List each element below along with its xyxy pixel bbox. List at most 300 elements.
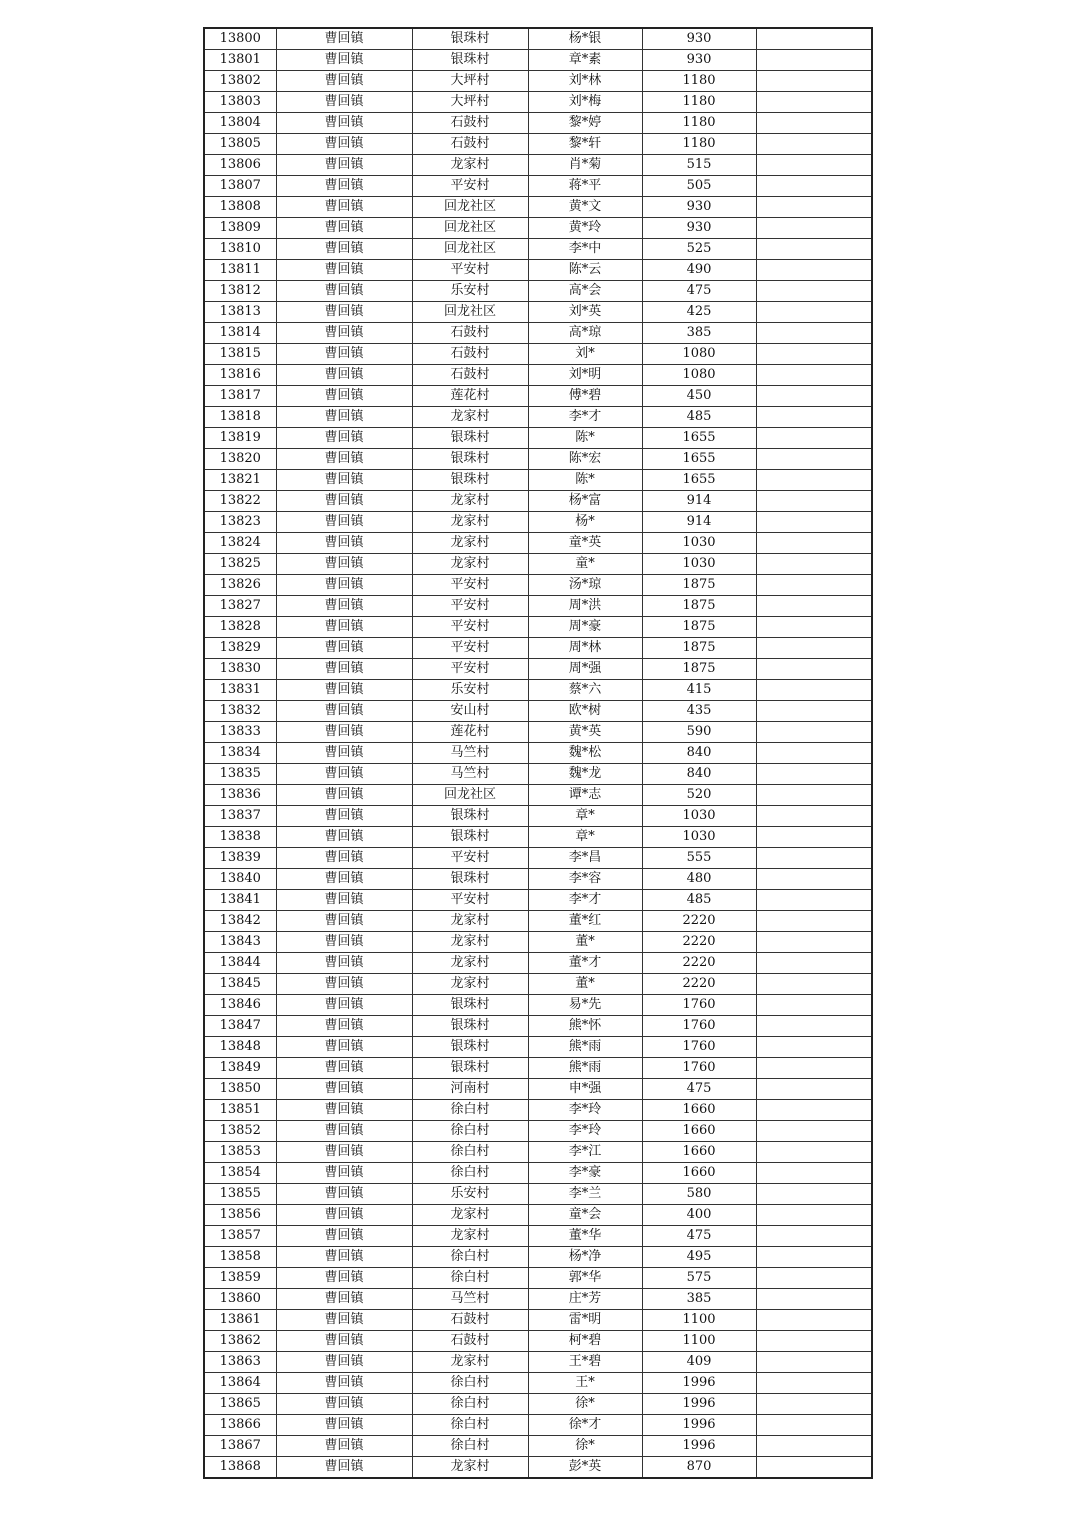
cell-note bbox=[756, 1100, 872, 1121]
cell-amount: 1875 bbox=[642, 575, 756, 596]
cell-village: 龙家村 bbox=[412, 1352, 528, 1373]
cell-note bbox=[756, 1121, 872, 1142]
cell-note bbox=[756, 848, 872, 869]
cell-amount: 575 bbox=[642, 1268, 756, 1289]
cell-name: 刘*梅 bbox=[528, 92, 642, 113]
cell-amount: 870 bbox=[642, 1457, 756, 1479]
cell-note bbox=[756, 1163, 872, 1184]
cell-town: 曹回镇 bbox=[276, 1226, 412, 1247]
cell-amount: 930 bbox=[642, 50, 756, 71]
cell-id: 13840 bbox=[204, 869, 276, 890]
cell-id: 13806 bbox=[204, 155, 276, 176]
table-row bbox=[204, 512, 872, 533]
cell-name: 申*强 bbox=[528, 1079, 642, 1100]
cell-village: 平安村 bbox=[412, 890, 528, 911]
table-row bbox=[204, 323, 872, 344]
cell-note bbox=[756, 575, 872, 596]
cell-amount: 435 bbox=[642, 701, 756, 722]
cell-note bbox=[756, 1079, 872, 1100]
cell-id: 13848 bbox=[204, 1037, 276, 1058]
cell-town: 曹回镇 bbox=[276, 722, 412, 743]
cell-village: 平安村 bbox=[412, 596, 528, 617]
cell-name: 肖*菊 bbox=[528, 155, 642, 176]
cell-id: 13839 bbox=[204, 848, 276, 869]
cell-amount: 475 bbox=[642, 1079, 756, 1100]
cell-town: 曹回镇 bbox=[276, 1415, 412, 1436]
cell-town: 曹回镇 bbox=[276, 491, 412, 512]
cell-village: 平安村 bbox=[412, 659, 528, 680]
cell-amount: 1875 bbox=[642, 617, 756, 638]
cell-id: 13844 bbox=[204, 953, 276, 974]
cell-amount: 515 bbox=[642, 155, 756, 176]
cell-town: 曹回镇 bbox=[276, 260, 412, 281]
cell-id: 13815 bbox=[204, 344, 276, 365]
cell-village: 平安村 bbox=[412, 848, 528, 869]
cell-id: 13859 bbox=[204, 1268, 276, 1289]
cell-village: 龙家村 bbox=[412, 1205, 528, 1226]
cell-town: 曹回镇 bbox=[276, 932, 412, 953]
cell-town: 曹回镇 bbox=[276, 1079, 412, 1100]
cell-id: 13823 bbox=[204, 512, 276, 533]
cell-town: 曹回镇 bbox=[276, 218, 412, 239]
table-row bbox=[204, 1121, 872, 1142]
cell-town: 曹回镇 bbox=[276, 533, 412, 554]
cell-village: 石鼓村 bbox=[412, 365, 528, 386]
cell-note bbox=[756, 1352, 872, 1373]
cell-name: 黄*英 bbox=[528, 722, 642, 743]
table-row bbox=[204, 827, 872, 848]
cell-name: 雷*明 bbox=[528, 1310, 642, 1331]
cell-town: 曹回镇 bbox=[276, 428, 412, 449]
cell-amount: 495 bbox=[642, 1247, 756, 1268]
cell-id: 13826 bbox=[204, 575, 276, 596]
cell-name: 杨*富 bbox=[528, 491, 642, 512]
cell-id: 13856 bbox=[204, 1205, 276, 1226]
cell-town: 曹回镇 bbox=[276, 1205, 412, 1226]
cell-town: 曹回镇 bbox=[276, 449, 412, 470]
cell-town: 曹回镇 bbox=[276, 1352, 412, 1373]
cell-village: 龙家村 bbox=[412, 1226, 528, 1247]
cell-id: 13868 bbox=[204, 1457, 276, 1479]
cell-id: 13841 bbox=[204, 890, 276, 911]
cell-amount: 840 bbox=[642, 743, 756, 764]
cell-village: 石鼓村 bbox=[412, 344, 528, 365]
cell-amount: 485 bbox=[642, 890, 756, 911]
cell-id: 13805 bbox=[204, 134, 276, 155]
cell-note bbox=[756, 323, 872, 344]
cell-name: 李*才 bbox=[528, 890, 642, 911]
cell-village: 莲花村 bbox=[412, 386, 528, 407]
cell-amount: 1760 bbox=[642, 1037, 756, 1058]
cell-id: 13847 bbox=[204, 1016, 276, 1037]
cell-note bbox=[756, 134, 872, 155]
cell-name: 熊*怀 bbox=[528, 1016, 642, 1037]
table-row bbox=[204, 92, 872, 113]
table-row bbox=[204, 722, 872, 743]
table-row bbox=[204, 1079, 872, 1100]
cell-note bbox=[756, 953, 872, 974]
cell-note bbox=[756, 638, 872, 659]
cell-id: 13822 bbox=[204, 491, 276, 512]
cell-town: 曹回镇 bbox=[276, 1289, 412, 1310]
cell-note bbox=[756, 995, 872, 1016]
table-row bbox=[204, 575, 872, 596]
cell-village: 回龙社区 bbox=[412, 218, 528, 239]
table-row bbox=[204, 71, 872, 92]
table-row bbox=[204, 995, 872, 1016]
cell-name: 周*林 bbox=[528, 638, 642, 659]
cell-name: 黎*轩 bbox=[528, 134, 642, 155]
table-row bbox=[204, 407, 872, 428]
table-row bbox=[204, 50, 872, 71]
cell-village: 徐白村 bbox=[412, 1373, 528, 1394]
cell-town: 曹回镇 bbox=[276, 575, 412, 596]
cell-name: 谭*志 bbox=[528, 785, 642, 806]
cell-id: 13853 bbox=[204, 1142, 276, 1163]
cell-town: 曹回镇 bbox=[276, 974, 412, 995]
cell-amount: 1030 bbox=[642, 554, 756, 575]
table-row bbox=[204, 1205, 872, 1226]
cell-town: 曹回镇 bbox=[276, 71, 412, 92]
cell-amount: 1760 bbox=[642, 1016, 756, 1037]
cell-name: 蔡*六 bbox=[528, 680, 642, 701]
cell-id: 13834 bbox=[204, 743, 276, 764]
table-body bbox=[204, 28, 872, 1478]
cell-name: 傅*碧 bbox=[528, 386, 642, 407]
cell-town: 曹回镇 bbox=[276, 1457, 412, 1479]
cell-town: 曹回镇 bbox=[276, 365, 412, 386]
cell-note bbox=[756, 806, 872, 827]
table-row bbox=[204, 197, 872, 218]
table-row bbox=[204, 659, 872, 680]
cell-note bbox=[756, 827, 872, 848]
table-row bbox=[204, 1436, 872, 1457]
cell-amount: 914 bbox=[642, 512, 756, 533]
cell-name: 李*豪 bbox=[528, 1163, 642, 1184]
cell-name: 李*玲 bbox=[528, 1100, 642, 1121]
cell-note bbox=[756, 239, 872, 260]
table-row bbox=[204, 491, 872, 512]
cell-note bbox=[756, 932, 872, 953]
table-row bbox=[204, 470, 872, 491]
cell-name: 徐* bbox=[528, 1394, 642, 1415]
cell-town: 曹回镇 bbox=[276, 764, 412, 785]
table-row bbox=[204, 785, 872, 806]
cell-village: 龙家村 bbox=[412, 407, 528, 428]
cell-town: 曹回镇 bbox=[276, 617, 412, 638]
table-row bbox=[204, 344, 872, 365]
cell-town: 曹回镇 bbox=[276, 344, 412, 365]
cell-village: 银珠村 bbox=[412, 1016, 528, 1037]
table-row bbox=[204, 680, 872, 701]
cell-village: 银珠村 bbox=[412, 995, 528, 1016]
cell-town: 曹回镇 bbox=[276, 386, 412, 407]
cell-note bbox=[756, 92, 872, 113]
cell-name: 周*豪 bbox=[528, 617, 642, 638]
cell-town: 曹回镇 bbox=[276, 470, 412, 491]
cell-id: 13830 bbox=[204, 659, 276, 680]
table-row bbox=[204, 134, 872, 155]
cell-name: 章*素 bbox=[528, 50, 642, 71]
cell-town: 曹回镇 bbox=[276, 197, 412, 218]
cell-note bbox=[756, 701, 872, 722]
cell-name: 童*会 bbox=[528, 1205, 642, 1226]
cell-name: 欧*树 bbox=[528, 701, 642, 722]
cell-note bbox=[756, 1289, 872, 1310]
table-row bbox=[204, 1247, 872, 1268]
table-row bbox=[204, 638, 872, 659]
cell-town: 曹回镇 bbox=[276, 1394, 412, 1415]
cell-town: 曹回镇 bbox=[276, 302, 412, 323]
table-row bbox=[204, 281, 872, 302]
cell-amount: 385 bbox=[642, 1289, 756, 1310]
cell-town: 曹回镇 bbox=[276, 806, 412, 827]
cell-village: 银珠村 bbox=[412, 869, 528, 890]
cell-village: 徐白村 bbox=[412, 1394, 528, 1415]
cell-id: 13804 bbox=[204, 113, 276, 134]
cell-id: 13829 bbox=[204, 638, 276, 659]
cell-id: 13828 bbox=[204, 617, 276, 638]
cell-id: 13818 bbox=[204, 407, 276, 428]
cell-village: 银珠村 bbox=[412, 28, 528, 50]
cell-village: 龙家村 bbox=[412, 155, 528, 176]
cell-id: 13867 bbox=[204, 1436, 276, 1457]
cell-amount: 409 bbox=[642, 1352, 756, 1373]
table-row bbox=[204, 974, 872, 995]
cell-village: 银珠村 bbox=[412, 806, 528, 827]
cell-town: 曹回镇 bbox=[276, 92, 412, 113]
cell-village: 龙家村 bbox=[412, 953, 528, 974]
cell-id: 13846 bbox=[204, 995, 276, 1016]
cell-amount: 475 bbox=[642, 281, 756, 302]
cell-id: 13864 bbox=[204, 1373, 276, 1394]
cell-amount: 2220 bbox=[642, 932, 756, 953]
cell-amount: 580 bbox=[642, 1184, 756, 1205]
cell-note bbox=[756, 470, 872, 491]
cell-note bbox=[756, 785, 872, 806]
cell-note bbox=[756, 1037, 872, 1058]
cell-name: 熊*雨 bbox=[528, 1058, 642, 1079]
cell-note bbox=[756, 1373, 872, 1394]
table-row bbox=[204, 1268, 872, 1289]
cell-name: 汤*琼 bbox=[528, 575, 642, 596]
cell-village: 龙家村 bbox=[412, 554, 528, 575]
cell-note bbox=[756, 869, 872, 890]
cell-id: 13813 bbox=[204, 302, 276, 323]
cell-name: 魏*龙 bbox=[528, 764, 642, 785]
cell-town: 曹回镇 bbox=[276, 1331, 412, 1352]
cell-town: 曹回镇 bbox=[276, 28, 412, 50]
cell-village: 龙家村 bbox=[412, 932, 528, 953]
cell-village: 龙家村 bbox=[412, 491, 528, 512]
cell-amount: 1080 bbox=[642, 344, 756, 365]
table-row bbox=[204, 1226, 872, 1247]
table-row bbox=[204, 806, 872, 827]
cell-amount: 415 bbox=[642, 680, 756, 701]
cell-name: 董*红 bbox=[528, 911, 642, 932]
cell-town: 曹回镇 bbox=[276, 239, 412, 260]
cell-amount: 1180 bbox=[642, 92, 756, 113]
cell-name: 黄*玲 bbox=[528, 218, 642, 239]
cell-name: 杨*银 bbox=[528, 28, 642, 50]
table-row bbox=[204, 617, 872, 638]
cell-village: 乐安村 bbox=[412, 680, 528, 701]
cell-amount: 1996 bbox=[642, 1373, 756, 1394]
cell-amount: 930 bbox=[642, 218, 756, 239]
cell-name: 杨* bbox=[528, 512, 642, 533]
table-row bbox=[204, 554, 872, 575]
cell-id: 13819 bbox=[204, 428, 276, 449]
table-row bbox=[204, 1457, 872, 1479]
cell-note bbox=[756, 743, 872, 764]
cell-amount: 1180 bbox=[642, 71, 756, 92]
cell-amount: 1180 bbox=[642, 134, 756, 155]
cell-amount: 2220 bbox=[642, 974, 756, 995]
cell-village: 乐安村 bbox=[412, 281, 528, 302]
cell-note bbox=[756, 974, 872, 995]
cell-note bbox=[756, 680, 872, 701]
data-table bbox=[203, 27, 873, 1479]
cell-id: 13866 bbox=[204, 1415, 276, 1436]
cell-amount: 490 bbox=[642, 260, 756, 281]
cell-village: 龙家村 bbox=[412, 1457, 528, 1479]
cell-amount: 1996 bbox=[642, 1436, 756, 1457]
cell-amount: 520 bbox=[642, 785, 756, 806]
cell-amount: 1655 bbox=[642, 428, 756, 449]
cell-town: 曹回镇 bbox=[276, 1436, 412, 1457]
cell-name: 李*兰 bbox=[528, 1184, 642, 1205]
cell-note bbox=[756, 1436, 872, 1457]
cell-amount: 1996 bbox=[642, 1394, 756, 1415]
cell-amount: 1180 bbox=[642, 113, 756, 134]
cell-note bbox=[756, 1310, 872, 1331]
cell-note bbox=[756, 1457, 872, 1479]
cell-village: 莲花村 bbox=[412, 722, 528, 743]
cell-village: 马竺村 bbox=[412, 1289, 528, 1310]
cell-amount: 1760 bbox=[642, 1058, 756, 1079]
cell-village: 平安村 bbox=[412, 575, 528, 596]
cell-amount: 1030 bbox=[642, 533, 756, 554]
cell-town: 曹回镇 bbox=[276, 869, 412, 890]
table-row bbox=[204, 596, 872, 617]
cell-town: 曹回镇 bbox=[276, 659, 412, 680]
cell-note bbox=[756, 365, 872, 386]
table-row bbox=[204, 302, 872, 323]
cell-name: 蒋*平 bbox=[528, 176, 642, 197]
cell-amount: 1760 bbox=[642, 995, 756, 1016]
table-row bbox=[204, 1100, 872, 1121]
cell-note bbox=[756, 176, 872, 197]
table-row bbox=[204, 1373, 872, 1394]
cell-village: 大坪村 bbox=[412, 71, 528, 92]
cell-amount: 525 bbox=[642, 239, 756, 260]
cell-name: 刘*英 bbox=[528, 302, 642, 323]
table-row bbox=[204, 1184, 872, 1205]
cell-village: 徐白村 bbox=[412, 1121, 528, 1142]
table-row bbox=[204, 449, 872, 470]
cell-village: 石鼓村 bbox=[412, 113, 528, 134]
table-row bbox=[204, 869, 872, 890]
cell-name: 高*会 bbox=[528, 281, 642, 302]
cell-town: 曹回镇 bbox=[276, 281, 412, 302]
table-row bbox=[204, 764, 872, 785]
cell-amount: 400 bbox=[642, 1205, 756, 1226]
cell-note bbox=[756, 1016, 872, 1037]
cell-id: 13820 bbox=[204, 449, 276, 470]
cell-town: 曹回镇 bbox=[276, 596, 412, 617]
cell-name: 庄*芳 bbox=[528, 1289, 642, 1310]
cell-note bbox=[756, 28, 872, 50]
cell-name: 高*琼 bbox=[528, 323, 642, 344]
cell-id: 13865 bbox=[204, 1394, 276, 1415]
cell-id: 13811 bbox=[204, 260, 276, 281]
cell-note bbox=[756, 764, 872, 785]
table-row bbox=[204, 911, 872, 932]
cell-name: 徐* bbox=[528, 1436, 642, 1457]
cell-village: 银珠村 bbox=[412, 449, 528, 470]
table-row bbox=[204, 1058, 872, 1079]
cell-amount: 1875 bbox=[642, 638, 756, 659]
cell-note bbox=[756, 1268, 872, 1289]
cell-id: 13842 bbox=[204, 911, 276, 932]
table-row bbox=[204, 1016, 872, 1037]
cell-name: 李*江 bbox=[528, 1142, 642, 1163]
cell-village: 石鼓村 bbox=[412, 323, 528, 344]
cell-village: 石鼓村 bbox=[412, 134, 528, 155]
cell-id: 13857 bbox=[204, 1226, 276, 1247]
cell-id: 13803 bbox=[204, 92, 276, 113]
table-row bbox=[204, 1352, 872, 1373]
cell-id: 13860 bbox=[204, 1289, 276, 1310]
cell-name: 李*昌 bbox=[528, 848, 642, 869]
cell-town: 曹回镇 bbox=[276, 848, 412, 869]
cell-name: 刘*明 bbox=[528, 365, 642, 386]
cell-note bbox=[756, 1394, 872, 1415]
cell-note bbox=[756, 1415, 872, 1436]
cell-name: 李*容 bbox=[528, 869, 642, 890]
cell-id: 13851 bbox=[204, 1100, 276, 1121]
cell-amount: 1655 bbox=[642, 449, 756, 470]
cell-town: 曹回镇 bbox=[276, 1310, 412, 1331]
cell-amount: 930 bbox=[642, 28, 756, 50]
cell-note bbox=[756, 722, 872, 743]
cell-note bbox=[756, 533, 872, 554]
cell-amount: 425 bbox=[642, 302, 756, 323]
cell-id: 13814 bbox=[204, 323, 276, 344]
cell-amount: 480 bbox=[642, 869, 756, 890]
cell-id: 13832 bbox=[204, 701, 276, 722]
cell-note bbox=[756, 197, 872, 218]
cell-amount: 914 bbox=[642, 491, 756, 512]
cell-village: 银珠村 bbox=[412, 470, 528, 491]
cell-note bbox=[756, 386, 872, 407]
cell-id: 13863 bbox=[204, 1352, 276, 1373]
cell-village: 徐白村 bbox=[412, 1247, 528, 1268]
cell-village: 回龙社区 bbox=[412, 239, 528, 260]
cell-id: 13849 bbox=[204, 1058, 276, 1079]
table-row bbox=[204, 239, 872, 260]
cell-name: 周*洪 bbox=[528, 596, 642, 617]
cell-name: 刘* bbox=[528, 344, 642, 365]
cell-name: 陈* bbox=[528, 428, 642, 449]
cell-name: 郭*华 bbox=[528, 1268, 642, 1289]
table-row bbox=[204, 1289, 872, 1310]
cell-id: 13843 bbox=[204, 932, 276, 953]
cell-name: 刘*林 bbox=[528, 71, 642, 92]
cell-village: 徐白村 bbox=[412, 1142, 528, 1163]
cell-amount: 1030 bbox=[642, 806, 756, 827]
cell-village: 安山村 bbox=[412, 701, 528, 722]
